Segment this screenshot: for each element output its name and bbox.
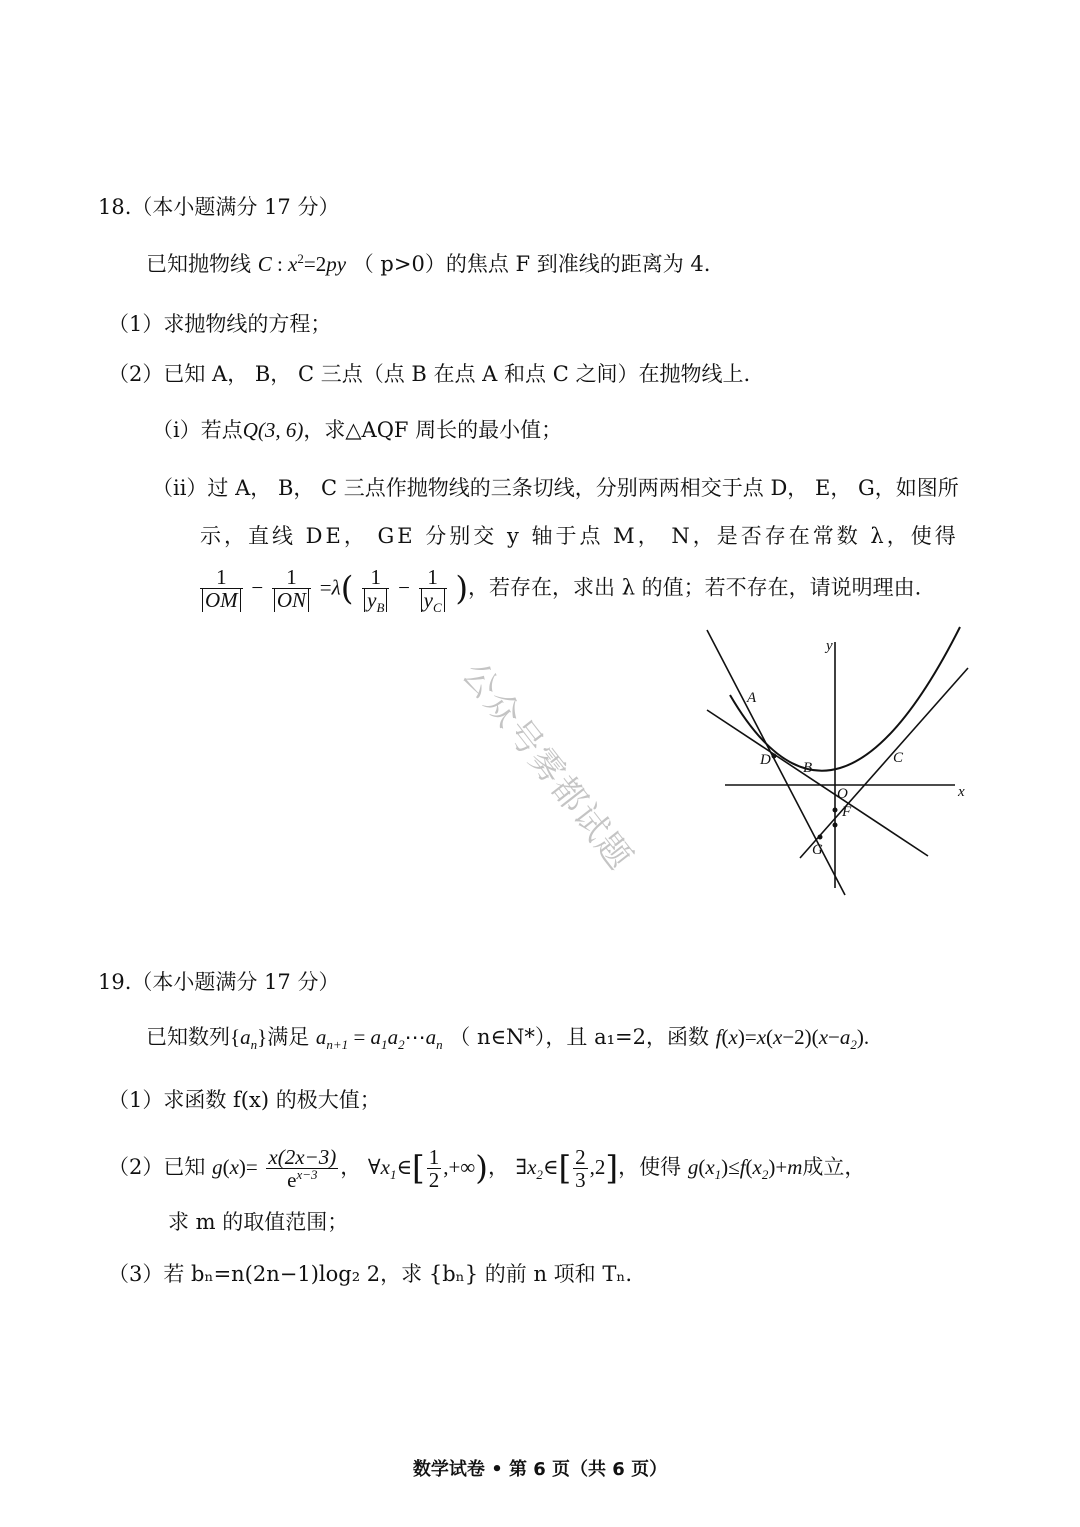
frac-1-2: $\frac{1}{2}$ xyxy=(428,1145,440,1193)
point-D xyxy=(772,754,777,759)
label-D: D xyxy=(760,752,771,768)
q18-part1: （1）求抛物线的方程； xyxy=(108,312,332,336)
label-C: C xyxy=(893,750,904,766)
q18-part2: （2）已知 A， B， C 三点（点 B 在点 A 和点 C 之间）在抛物线上. xyxy=(108,362,751,386)
watermark: 公众号雾都试题 xyxy=(453,655,641,879)
frac-1-OM: $\frac{1}{OM}$ xyxy=(200,566,243,612)
frac-1-ON: $\frac{1}{ON}$ xyxy=(272,566,311,612)
label-O: O xyxy=(837,786,848,802)
tangent-line-C xyxy=(800,668,968,858)
parabola-tangent-figure xyxy=(690,620,990,910)
frac-1-yB: $\frac{1}{y_B}$ xyxy=(362,566,389,612)
label-F: F xyxy=(842,804,852,820)
label-y: y xyxy=(826,638,833,654)
q19-stem: 已知数列$\{a_n\}$满足 $a_{n+1}$ = $a_1a_2\cdots a_n$ （ n∈N*），且 a₁=2，函数 $f(x)=x(x-2)(x-a_2)$. xyxy=(146,1025,870,1053)
q18-stem: 已知抛物线 C : $x^2=2py$ （ p>0）的焦点 F 到准线的距离为 4. xyxy=(146,251,711,276)
tangent-line-A xyxy=(707,630,845,895)
q19-part2: （2）已知 g(x)= $\frac{x(2x-3)}{e^{x-3}}$ ， $\forall x_1\in$[ $\frac{1}{2}$ ,+∞)， $\exists x_2\in$[ $\frac{2}{3}$ ,2]，使得 $g(x_1)\le f(x_2)+m$成立， xyxy=(108,1145,866,1193)
frac-2-3: $\frac{2}{3}$ xyxy=(575,1145,586,1193)
parabola-curve xyxy=(730,627,960,771)
q19-part2-line2: 求 m 的取值范围； xyxy=(168,1210,349,1234)
q18-part2-i: （i）若点Q(3, 6)，求△AQF 周长的最小值； xyxy=(152,418,563,442)
q19-part1: （1）求函数 f(x) 的极大值； xyxy=(108,1088,381,1112)
q18-header: 18.（本小题满分 17 分） xyxy=(98,195,340,219)
tangent-line-B xyxy=(707,710,928,856)
q18-part2-ii-line3: $\frac{1}{OM}$ − $\frac{1}{ON}$ =λ( $\frac{1}{y_B}$ − $\frac{1}{y_C}$ )，若存在，求出 λ 的值；若不存在，请说明理由. xyxy=(198,566,921,612)
label-B: B xyxy=(803,760,813,776)
q18-part2-ii-line2: 示，直线 DE， GE 分别交 y 轴于点 M， N，是否存在常数 λ，使得 xyxy=(200,524,959,548)
q18-part2-ii-line1: （ii）过 A， B， C 三点作抛物线的三条切线，分别两两相交于点 D， E， G，如图所 xyxy=(152,476,959,500)
point-G xyxy=(818,835,823,840)
label-A: A xyxy=(747,690,757,706)
page-footer: 数学试卷 • 第 6 页（共 6 页） xyxy=(412,1459,668,1480)
label-x: x xyxy=(958,784,965,800)
point-F xyxy=(833,808,838,813)
frac-1-yC: $\frac{1}{y_C}$ xyxy=(419,566,447,612)
q19-part3: （3）若 bₙ=n(2n−1)log₂ 2，求 {bₙ} 的前 n 项和 Tₙ. xyxy=(108,1262,633,1286)
point-N xyxy=(833,823,838,828)
q19-header: 19.（本小题满分 17 分） xyxy=(98,970,340,994)
frac-g: $\frac{x(2x-3)}{e^{x-3}}$ xyxy=(268,1145,337,1193)
label-G: G xyxy=(812,842,823,858)
